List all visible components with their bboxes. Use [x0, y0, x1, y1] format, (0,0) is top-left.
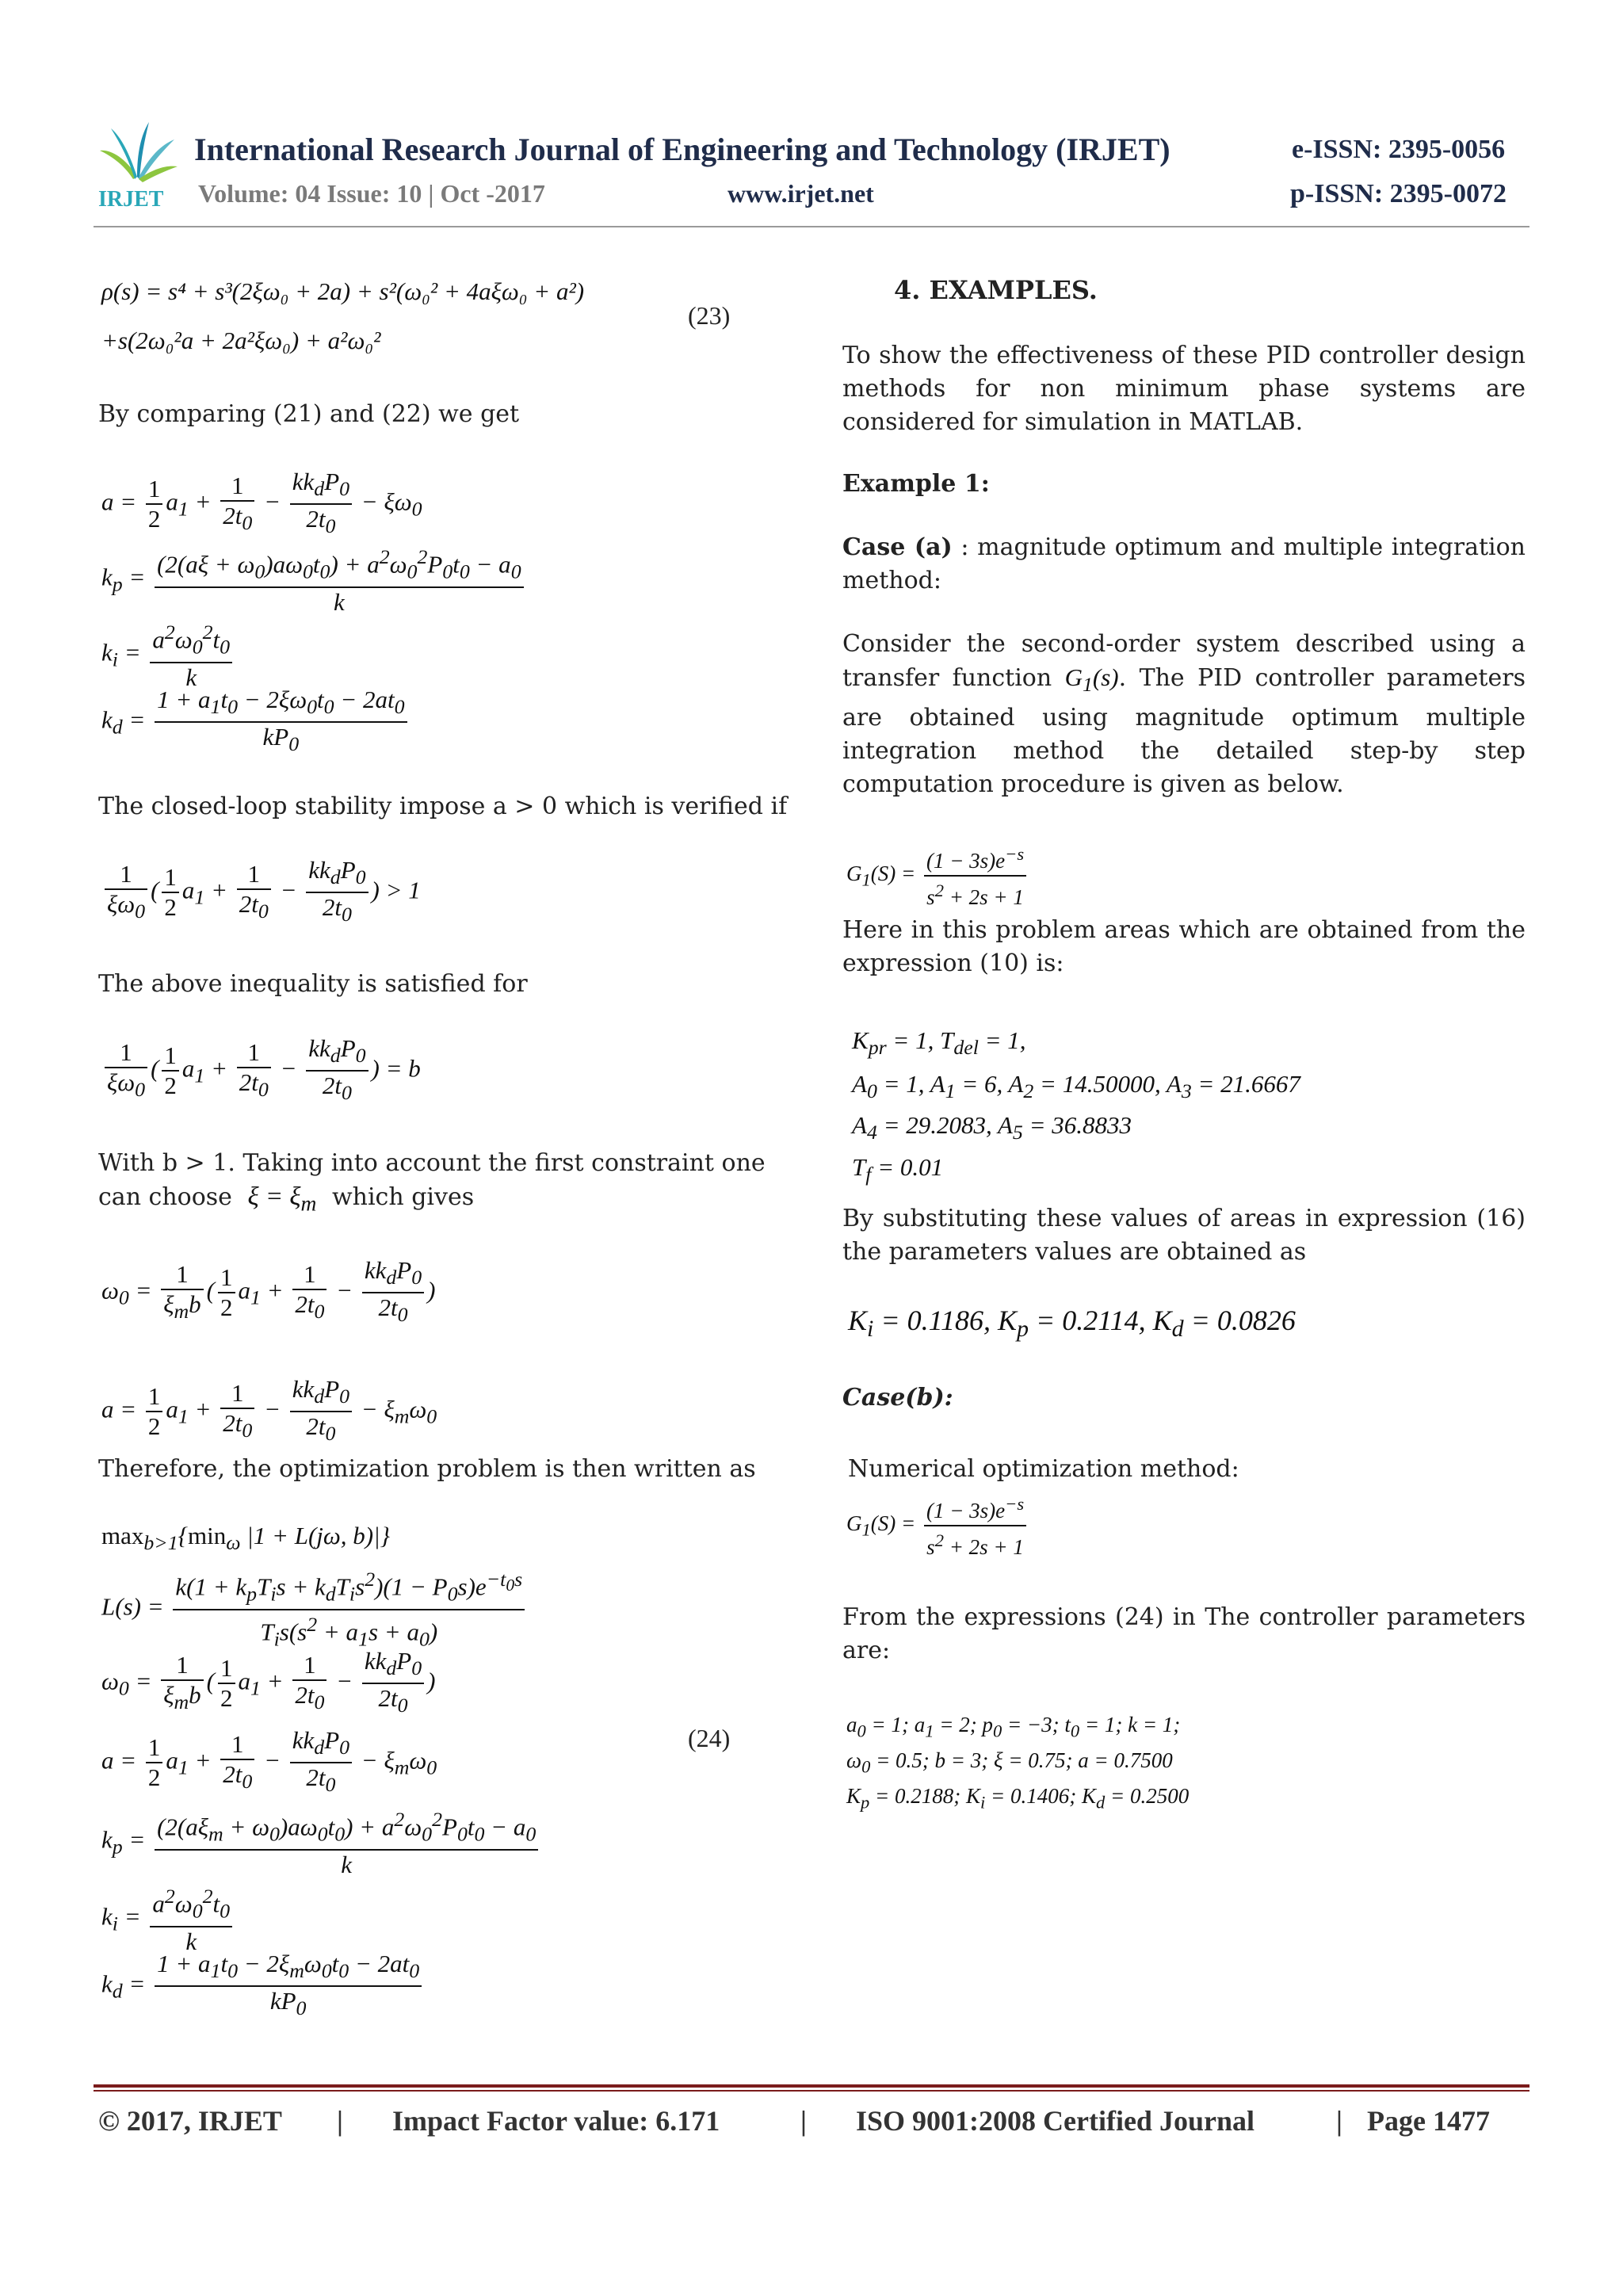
paragraph-substituting: By substituting these values of areas in expression (16) the parameters values are obtained as: [842, 1205, 1526, 1266]
paragraph-consider: Consider the second-order system described using a transfer function $G_1(s)$. The PID controller parameters are obtained using magnitude optimum multiple integration method the detailed step-by step computation procedure is given as below.: [842, 630, 1526, 799]
equation-24-kp: $k_p$ = $\frac{(2(a\xi_m + \omega_0)a\omega_0t_0) + a^2\omega_0^2P_0t_0 - a_0}{k}$: [101, 1805, 541, 1879]
transfer-function-g1-caseb: $G_1(S)$ = $\frac{(1 - 3s)e^{-s}}{s^2 + 2s + 1}$: [846, 1490, 1029, 1561]
paragraph-from: From the expressions (24) in The controller parameters are:: [842, 1603, 1526, 1664]
areas-line-3: $A_4 = 29.2083$, $A_5 = 36.8833$: [852, 1111, 1132, 1144]
areas-line-4: $T_f = 0.01$: [852, 1153, 944, 1186]
journal-title: International Research Journal of Engineering and Technology (IRJET): [194, 132, 1170, 167]
equation-24-number: (24): [688, 1724, 731, 1752]
equation-kd: $k_d$ = $\frac{1 + a_1t_0 - 2\xi\omega_0t_0 - 2at_0}{kP_0}$: [101, 686, 411, 758]
footer-impact-factor: Impact Factor value: 6.171: [392, 2105, 720, 2137]
equation-a: a = $\frac{1}{2}$ $a_1$ + $\frac{1}{2t_0}$ − $\frac{kk_dP_0}{2t_0}$ − $\xi\omega_0$: [101, 468, 422, 538]
equation-24-max: $\max_{b>1}\{\min_\omega$ |1 + L(jω, b)|}: [101, 1522, 391, 1555]
equation-b: $\frac{1}{\xi\omega_0}$ ( $\frac{1}{2}$ $a_1$ + $\frac{1}{2t_0}$ − $\frac{kk_dP_0}{2t_0}$ ) = b: [101, 1034, 421, 1107]
equation-23-line-1: ρ(s) = s⁴ + s³(2ξω₀ + 2a) + s²(ω₀² + 4aξω₀ + a²): [101, 277, 585, 305]
equation-24-L: L(s) = $\frac{k(1 + k_pT_is + k_dT_is^2)(1 - P_0s)e^{-t_0s}}{T_is(s^2 + a_1s + a_0)}$: [101, 1565, 528, 1653]
equation-24-kd: $k_d$ = $\frac{1 + a_1t_0 - 2\xi_m\omega_0t_0 - 2at_0}{kP_0}$: [101, 1950, 425, 2023]
footer-separator: |: [1336, 2105, 1342, 2137]
equation-24-ki: $k_i$ = $\frac{a^2\omega_0^2t_0}{k}$: [101, 1882, 235, 1956]
footer-rule-thin: [94, 2090, 1529, 2092]
journal-website[interactable]: www.irjet.net: [727, 179, 874, 208]
paragraph-inequality: The above inequality is satisfied for: [98, 970, 528, 998]
section-heading-examples: 4. EXAMPLES.: [894, 275, 1098, 305]
areas-line-2: $A_0 = 1$, $A_1 = 6$, $A_2 = 14.50000$, $A_3 = 21.6667$: [852, 1070, 1300, 1103]
equation-23-number: (23): [688, 301, 731, 330]
gains-result: $K_i = 0.1186$, $K_p = 0.2114$, $K_d = 0.0826$: [848, 1305, 1296, 1343]
equation-23-line-2: +s(2ω₀²a + 2a²ξω₀) + a²ω₀²: [101, 327, 381, 354]
example-1-heading: Example 1:: [842, 470, 990, 498]
footer-rule-thick: [94, 2084, 1529, 2088]
footer-separator: |: [800, 2105, 807, 2137]
equation-kp: $k_p$ = $\frac{(2(a\xi + \omega_0)a\omega_0t_0) + a^2\omega_0^2P_0t_0 - a_0}{k}$: [101, 543, 527, 617]
paragraph-with-b: With b > 1. Taking into account the first constraint one can choose $\xi = \xi_m$ which gives: [98, 1149, 766, 1216]
svg-text:IRJET: IRJET: [98, 187, 164, 212]
volume-issue: Volume: 04 Issue: 10 | Oct -2017: [198, 179, 545, 208]
equation-a-xim: a = $\frac{1}{2}$ $a_1$ + $\frac{1}{2t_0}$ − $\frac{kk_dP_0}{2t_0}$ − $\xi_m\omega_0$: [101, 1375, 437, 1446]
e-issn: e-ISSN: 2395-0056: [1292, 135, 1506, 164]
equation-omega0: $\omega_0$ = $\frac{1}{\xi_mb}$ ( $\frac{1}{2}$ $a_1$ + $\frac{1}{2t_0}$ − $\frac{kk_dP_0}{2t_0}$ ): [101, 1256, 436, 1327]
paragraph-therefore: Therefore, the optimization problem is then written as: [98, 1455, 756, 1483]
paragraph-intro: To show the effectiveness of these PID controller design methods for non minimum phase systems are considered for simulation in MATLAB.: [842, 342, 1526, 436]
irjet-logo: [94, 117, 181, 212]
header-divider: [94, 226, 1529, 227]
case-b-heading: Case(b):: [842, 1384, 953, 1412]
footer-separator: |: [337, 2105, 343, 2137]
inequality-gt-1: $\frac{1}{\xi\omega_0}$ ( $\frac{1}{2}$ $a_1$ + $\frac{1}{2t_0}$ − $\frac{kk_dP_0}{2t_0}$ ) > 1: [101, 856, 421, 929]
footer-iso: ISO 9001:2008 Certified Journal: [856, 2105, 1254, 2137]
paragraph-numerical: Numerical optimization method:: [848, 1455, 1239, 1483]
equation-24-omega0: $\omega_0$ = $\frac{1}{\xi_mb}$ ( $\frac{1}{2}$ $a_1$ + $\frac{1}{2t_0}$ − $\frac{kk_dP_0}{2t_0}$ ): [101, 1647, 436, 1717]
paragraph-stability: The closed-loop stability impose a > 0 which is verified if: [98, 793, 788, 820]
paragraph-here: Here in this problem areas which are obtained from the expression (10) is:: [842, 916, 1526, 977]
params-line-1: $a_0 = 1$; $a_1 = 2$; $p_0 = -3$; $t_0 = 1$; k = 1;: [846, 1713, 1181, 1741]
params-line-3: $K_p = 0.2188$; $K_i = 0.1406$; $K_d = 0.2500$: [846, 1784, 1190, 1813]
transfer-function-g1: $G_1(S)$ = $\frac{(1 - 3s)e^{-s}}{s^2 + 2s + 1}$: [846, 840, 1029, 911]
params-line-2: $\omega_0 = 0.5$; b = 3; ξ = 0.75; a = 0.7500: [846, 1748, 1173, 1777]
equation-ki: $k_i$ = $\frac{a^2\omega_0^2t_0}{k}$: [101, 618, 235, 692]
footer-page-number: Page 1477: [1367, 2105, 1490, 2137]
footer-copyright: © 2017, IRJET: [98, 2105, 282, 2137]
areas-line-1: $K_{pr} = 1$, $T_{del} = 1$,: [852, 1026, 1026, 1060]
equation-24-a: a = $\frac{1}{2}$ $a_1$ + $\frac{1}{2t_0}$ − $\frac{kk_dP_0}{2t_0}$ − $\xi_m\omega_0$: [101, 1726, 437, 1797]
case-a-paragraph: Case (a) : magnitude optimum and multiple integration method:: [842, 533, 1526, 594]
p-issn: p-ISSN: 2395-0072: [1290, 179, 1507, 208]
paragraph-comparing: By comparing (21) and (22) we get: [98, 400, 520, 428]
